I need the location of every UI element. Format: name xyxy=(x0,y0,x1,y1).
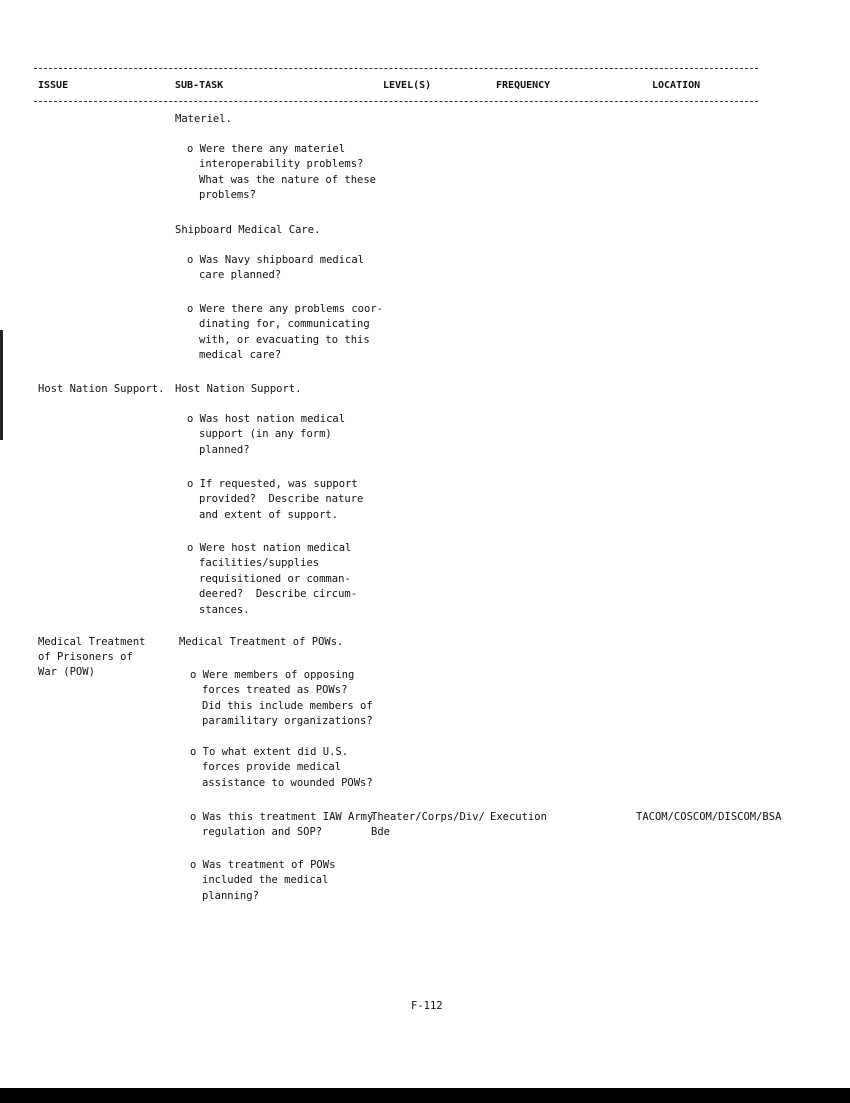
subtask-pow: Medical Treatment of POWs. xyxy=(179,636,344,648)
header-bottom-rule xyxy=(34,101,758,102)
issue-host-nation: Host Nation Support. xyxy=(38,383,165,395)
column-header-frequency: FREQUENCY xyxy=(496,80,551,91)
scan-edge-mark xyxy=(0,330,3,440)
levels-pow-treatment-line2: Bde xyxy=(371,826,390,838)
frequency-pow-treatment: Execution xyxy=(490,811,547,823)
location-pow-treatment: TACOM/COSCOM/DISCOM/BSA xyxy=(636,811,782,823)
subtask-materiel: Materiel. xyxy=(175,113,232,125)
column-header-subtask: SUB-TASK xyxy=(175,80,224,91)
header-top-rule xyxy=(34,68,758,69)
scan-bottom-border xyxy=(0,1088,850,1103)
subtask-shipboard: Shipboard Medical Care. xyxy=(175,224,321,236)
subtask-host-nation: Host Nation Support. xyxy=(175,383,302,395)
page-number: F-112 xyxy=(411,1000,443,1012)
levels-pow-treatment-line1: Theater/Corps/Div/ xyxy=(371,811,485,823)
column-header-location: LOCATION xyxy=(652,80,701,91)
column-header-levels: LEVEL(S) xyxy=(383,80,432,91)
column-header-issue: ISSUE xyxy=(38,80,69,91)
